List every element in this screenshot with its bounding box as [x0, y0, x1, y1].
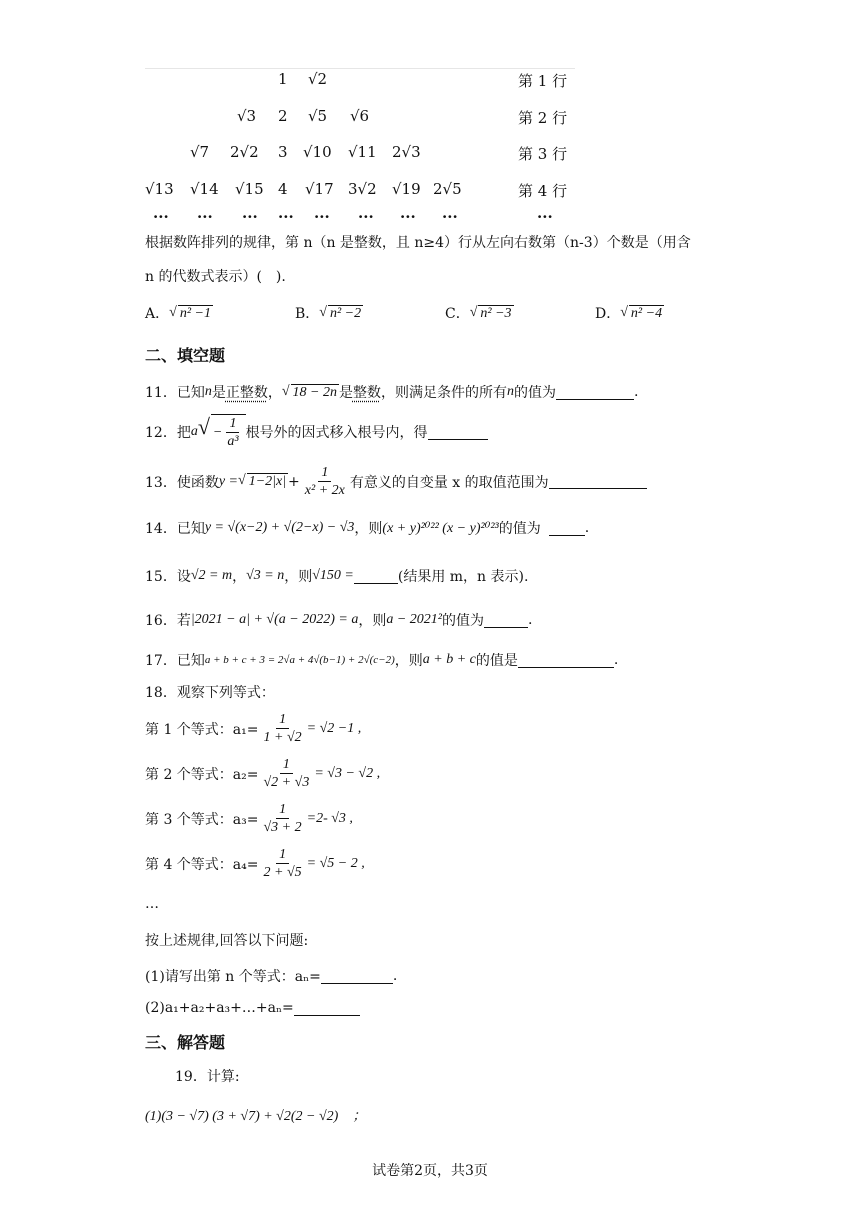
- eq-label: 第 3 个等式：a₃=: [145, 811, 259, 828]
- q15-text: ，则: [284, 569, 313, 585]
- row-label: 第 4 行: [518, 182, 568, 200]
- var-n: n: [506, 384, 514, 399]
- array-dots: ...: [314, 204, 330, 222]
- answer-blank[interactable]: [549, 474, 647, 489]
- eq-rhs: = √2 −1 ,: [306, 720, 362, 736]
- q15-text: ，: [232, 569, 247, 585]
- ellipsis: …: [145, 896, 159, 912]
- array-cell: √7: [190, 143, 210, 161]
- option-letter: A．: [145, 306, 170, 322]
- q12-text: 12．把: [145, 425, 191, 441]
- fraction: $\frac{1}{2 + √5}$: [263, 847, 302, 880]
- array-cell: √13: [145, 180, 174, 198]
- array-cell: 1: [278, 70, 288, 88]
- array-dots: ...: [242, 204, 258, 222]
- q11: 11．已知 n 是 正整数 ， √ 18 − 2n 是 整数 ，则满足条件的所有 n 的值为 .: [145, 383, 639, 401]
- expression: (x + y)²⁰²² (x − y)²⁰²³: [382, 520, 499, 536]
- array-cell: √15: [235, 180, 264, 198]
- array-dots: ...: [442, 204, 458, 222]
- q14-text: 14．已知: [145, 521, 205, 537]
- q15-text: 15．设: [145, 569, 191, 585]
- expression: (1)(3 − √7) (3 + √7) + √2(2 − √2) ；: [145, 1109, 367, 1124]
- q14-text: ，则: [354, 521, 383, 537]
- option-letter: B．: [295, 306, 320, 322]
- array-cell: √6: [350, 107, 370, 125]
- option-c: [445, 303, 514, 323]
- q10-line1: 根据数阵排列的规律，第 n（n 是整数，且 n≥4）行从左向右数第（n-3）个数是（用含: [145, 235, 691, 251]
- array-cell: 2: [278, 107, 288, 125]
- q10-line2: n 的代数式表示）( ).: [145, 269, 286, 285]
- array-dots: ...: [400, 204, 416, 222]
- q16-text: 的值为: [441, 613, 484, 629]
- q18-eq-2: [145, 756, 380, 791]
- array-cell: 4: [278, 180, 288, 198]
- header-rule: [145, 68, 575, 69]
- q16: 16．若 |2021 − a| + √(a − 2022) = a ，则 a − 2021² 的值为 .: [145, 612, 533, 629]
- array-cell: √17: [305, 180, 334, 198]
- option-expr: √ n² −2: [319, 304, 362, 321]
- array-cell: √14: [190, 180, 219, 198]
- q18-part1-text: (1)请写出第 n 个等式：aₙ=: [145, 969, 321, 985]
- emphasis-text: 正整数: [225, 385, 268, 401]
- fraction: $\frac{1}{√3 + 2}$: [263, 802, 302, 835]
- q11-text: ，: [267, 385, 282, 401]
- radical: √ 18 − 2n: [281, 383, 337, 400]
- answer-blank[interactable]: [556, 385, 634, 400]
- q18-instruction: 按上述规律,回答以下问题:: [145, 933, 309, 949]
- option-expr: √ n² −3: [469, 304, 512, 321]
- option-letter: D．: [595, 306, 621, 322]
- q18-eq-1: [145, 711, 361, 746]
- q18-part2: [145, 1000, 360, 1016]
- q11-text: 的值为: [513, 385, 556, 401]
- answer-blank[interactable]: [549, 521, 585, 536]
- expression: a + b + c: [422, 652, 476, 667]
- answer-blank[interactable]: [518, 653, 614, 668]
- section-title: 三、解答题: [145, 1033, 226, 1052]
- array-cell: √5: [308, 107, 328, 125]
- answer-blank[interactable]: [354, 569, 398, 584]
- eq-rhs: = √3 − √2 ,: [314, 765, 381, 781]
- row-label: 第 2 行: [518, 109, 568, 127]
- q19-title: 19．计算:: [175, 1069, 240, 1085]
- q11-text: 是: [211, 385, 226, 401]
- q13-text: 13．使函数: [145, 474, 219, 491]
- eq-label: 第 2 个等式：a₂=: [145, 766, 259, 783]
- eq-rhs: = √5 − 2 ,: [306, 855, 365, 871]
- radical: √ 1−2|x|: [238, 473, 287, 489]
- q13: 13．使函数 y = √ 1−2|x| + $\frac{1}{\text{x² + 2x}}$ 有意义的自变量 x 的取值范围为: [145, 464, 647, 499]
- array-dots: ...: [278, 204, 294, 222]
- q15-text: (结果用 m，n 表示).: [397, 569, 529, 585]
- q17-text: 的值是: [475, 653, 518, 669]
- option-expr: √ n² −1: [169, 304, 211, 321]
- q11-text: 是: [338, 385, 353, 401]
- option-d: [595, 303, 664, 323]
- fraction: $\frac{1}{1 + √2}$: [263, 712, 302, 745]
- answer-blank[interactable]: [484, 613, 528, 628]
- fraction: $\frac{1}{\text{x² + 2x}}$: [304, 465, 345, 498]
- section-title: 二、填空题: [145, 346, 226, 365]
- q18-part2-text: (2)a₁+a₂+a₃+…+aₙ=: [145, 1000, 294, 1016]
- q11-text: 11．已知: [145, 385, 205, 401]
- row-label: 第 3 行: [518, 145, 568, 163]
- var-y: y =: [218, 473, 238, 489]
- q13-text: 有意义的自变量 x 的取值范围为: [349, 474, 549, 491]
- emphasis-text: 整数: [352, 385, 381, 401]
- q14-text: 的值为: [498, 521, 541, 537]
- q15: [145, 566, 528, 586]
- option-letter: C．: [445, 306, 470, 322]
- array-cell: √10: [303, 143, 332, 161]
- array-cell: 2√5: [433, 180, 462, 198]
- array-cell: 3: [278, 143, 288, 161]
- expression: |2021 − a| + √(a − 2022) = a: [190, 612, 359, 627]
- q18-eq-4: [145, 846, 365, 881]
- answer-blank[interactable]: [294, 1001, 360, 1016]
- q18-eq-3: [145, 801, 353, 836]
- row-label: 第 1 行: [518, 72, 568, 90]
- array-cell: 2√3: [392, 143, 421, 161]
- q16-text: 16．若: [145, 613, 191, 629]
- fraction: $\frac{1}{√2 + √3}$: [263, 757, 310, 790]
- array-cell: 3√2: [348, 180, 377, 198]
- array-dots: ...: [197, 204, 213, 222]
- q12-text: 根号外的因式移入根号内，得: [245, 425, 428, 441]
- expression: a + b + c + 3 = 2√a + 4√(b−1) + 2√(c−2): [204, 654, 395, 666]
- expression: √150 =: [312, 568, 354, 583]
- q17-text: ，则: [394, 653, 423, 669]
- array-dots: ...: [358, 204, 374, 222]
- option-b: [295, 303, 363, 323]
- array-dots: ...: [537, 204, 553, 222]
- array-cell: √11: [348, 143, 377, 161]
- q14: 14．已知 y = √(x−2) + √(2−x) − √3 ，则 (x + y)²⁰²² (x − y)²⁰²³ 的值为 .: [145, 520, 590, 537]
- array-cell: √19: [392, 180, 421, 198]
- eq-rhs: =2- √3 ,: [306, 810, 353, 826]
- var-a: a: [190, 424, 198, 439]
- q19-part1: [145, 1105, 366, 1125]
- eq-label: 第 4 个等式：a₄=: [145, 856, 259, 873]
- page-footer: 试卷第2页，共3页: [372, 1163, 488, 1179]
- radical: √ − $\frac{1}{\text{a³}}$: [198, 414, 246, 450]
- expression: √3 = n: [246, 568, 285, 583]
- array-cell: √3: [237, 107, 257, 125]
- expression: a − 2021²: [386, 612, 442, 627]
- answer-blank[interactable]: [428, 425, 488, 440]
- eq-label: 第 1 个等式：a₁=: [145, 721, 259, 738]
- q18-part1: (1)请写出第 n 个等式：aₙ= .: [145, 968, 398, 985]
- q11-text: ，则满足条件的所有: [380, 385, 507, 401]
- option-expr: √ n² −4: [620, 304, 663, 321]
- var-n: n: [204, 384, 212, 399]
- q17: 17．已知 a + b + c + 3 = 2√a + 4√(b−1) + 2√(c−2) ，则 a + b + c 的值是 .: [145, 652, 619, 669]
- array-cell: √2: [308, 70, 328, 88]
- q18-intro: 18．观察下列等式：: [145, 685, 275, 701]
- q16-text: ，则: [358, 613, 387, 629]
- q17-text: 17．已知: [145, 653, 205, 669]
- array-dots: ...: [153, 204, 169, 222]
- q12: [145, 414, 488, 450]
- expression: √2 = m: [190, 568, 233, 583]
- array-cell: 2√2: [230, 143, 259, 161]
- answer-blank[interactable]: [321, 969, 393, 984]
- expression: y = √(x−2) + √(2−x) − √3: [204, 520, 355, 535]
- option-a: [145, 303, 213, 323]
